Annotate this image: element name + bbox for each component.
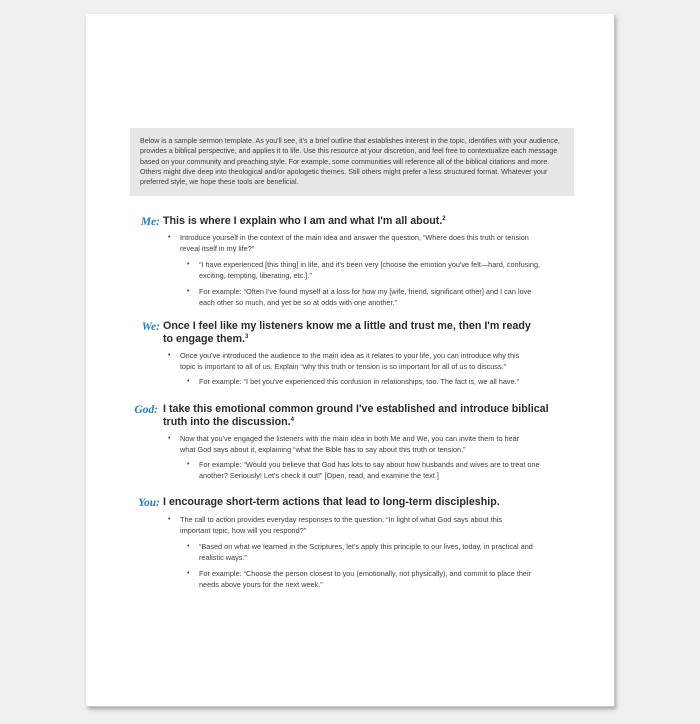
section-tag: You: — [138, 497, 160, 509]
section-heading: This is where I explain who I am and what I'm all about.$^2$ — [163, 215, 446, 227]
section-heading: Once I feel like my listeners know me a little and trust me, then I'm ready to engage them.$^3$ — [163, 320, 531, 345]
sub-bullet: • For example: “Would you believe that God has lots to say about how husbands and wives are to treat one another? Seriously! Let's check it out!” [Open, read, and examine the text.] — [199, 460, 544, 481]
intro-box — [130, 128, 574, 196]
section-we — [124, 320, 564, 388]
bullet: • The call to action provides everyday responses to the question, “In light of what God says about this important topic, how will you respond?” — [180, 515, 534, 536]
section-god — [124, 403, 564, 481]
section-heading: I take this emotional common ground I've established and introduce biblical truth into the discussion.$^4$ — [163, 403, 549, 428]
intro-text: Below is a sample sermon template. As you'll see, it's a brief outline that establishes interest in the topic, identifies with your audience, provides a biblical perspective, and applies it to life. Use this resource at your discretion, and feel free to contextualize each message based on your community and preaching style. For example, some communities will reference all of the biblical citations and more. Others might dive deep into theological and/or apologetic themes. Still others might prefer a less structured format. Whatever your preferred style, we hope these tools are beneficial. — [140, 137, 560, 187]
section-header — [124, 320, 564, 346]
sub-bullet: • For example: “Often I've found myself at a loss for how my [wife, friend, significant other] and I can love each other so much, and yet be so at odds with one another.” — [199, 287, 544, 308]
section-tag: Me: — [140, 216, 160, 228]
bullet: • Once you've introduced the audience to the main idea as it relates to your life, you can introduce why this topic is important to all of us. Explain “why this truth or tension is so important for all of us to discuss.” — [180, 351, 534, 372]
section-you — [124, 496, 564, 591]
footnote-ref: 3 — [244, 334, 249, 340]
section-header — [124, 403, 564, 429]
section-tag: God: — [134, 404, 158, 416]
section-tag: We: — [141, 321, 160, 333]
footnote-ref: 4 — [290, 417, 294, 423]
sub-bullet: • “I have experienced [this thing] in life, and it's been very [choose the emotion you've felt—hard, confusing, exciting, tempting, liberating, etc.].” — [199, 260, 544, 281]
section-me — [124, 215, 564, 309]
sub-bullet: • For example: “Choose the person closest to you (emotionally, not physically), and commit to place their needs above yours for the next week.” — [199, 569, 544, 590]
section-header — [124, 496, 564, 509]
sub-bullet: • “Based on what we learned in the Scriptures, let's apply this principle to our lives, today, in practical and realistic ways.” — [199, 542, 544, 563]
bullet: • Introduce yourself in the context of the main idea and answer the question, “Where does this truth or tension reveal itself in my life?” — [180, 233, 534, 254]
section-heading: I encourage short-term actions that lead to long-term discipleship. — [163, 496, 500, 508]
footnote-ref: 2 — [442, 216, 446, 222]
bullet: • Now that you've engaged the listeners with the main idea in both Me and We, you can invite them to hear what God says about it, explaining “what the Bible has to say about this truth or tension.” — [180, 434, 534, 455]
section-header — [124, 215, 564, 228]
sub-bullet: • For example: “I bet you've experienced this confusion in relationships, too. The fact is, we all have.” — [199, 377, 544, 388]
document-page — [86, 14, 614, 706]
